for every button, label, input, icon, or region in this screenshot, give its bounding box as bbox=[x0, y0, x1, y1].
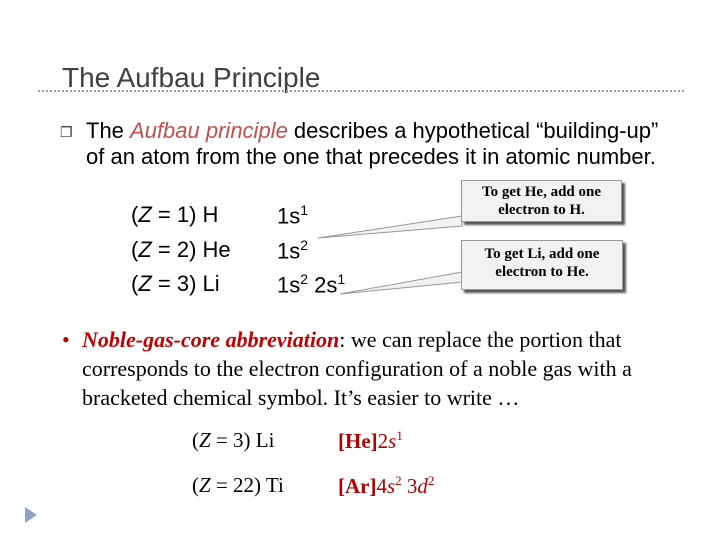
dot-bullet-icon: • bbox=[62, 327, 70, 352]
superscript: 2 bbox=[300, 237, 309, 253]
orbital: 2s bbox=[314, 272, 338, 298]
shell: 2 bbox=[377, 429, 389, 453]
orbital-letter: s bbox=[388, 429, 397, 453]
example-li-config bbox=[338, 428, 403, 454]
intro-post: describes a hypothetical “building-up” of an atom from the one that precedes it in atomic number. bbox=[86, 118, 659, 169]
superscript: 2 bbox=[300, 271, 309, 287]
superscript: 2 bbox=[395, 473, 402, 488]
orbital: 1s bbox=[277, 203, 301, 229]
row-h-eq: = 1) H bbox=[151, 202, 219, 227]
z-symbol: Z bbox=[138, 271, 152, 296]
shell: 4 bbox=[376, 474, 387, 498]
aufbau-term: Aufbau principle bbox=[130, 118, 288, 143]
slide-title: The Aufbau Principle bbox=[62, 62, 321, 93]
example-ti-label: (Z = 22) Ti bbox=[192, 473, 284, 497]
superscript: 1 bbox=[396, 428, 403, 443]
callout-he bbox=[461, 180, 622, 222]
noble-core: [Ar] bbox=[338, 474, 377, 498]
intro-pre: The bbox=[86, 118, 131, 143]
callout-li bbox=[461, 240, 623, 290]
noble-text: : we can replace the portion that corresponds to the electron configuration of a noble gas with a bracketed chemical symbol. It’s easier to write … bbox=[82, 327, 632, 410]
noble-term: Noble-gas-core abbreviation bbox=[82, 327, 340, 352]
orbital-letter: d bbox=[417, 474, 428, 498]
square-bullet-icon: ❒ bbox=[60, 124, 73, 140]
z-symbol: Z bbox=[138, 202, 152, 227]
row-h-label: (Z = 1) H bbox=[131, 202, 219, 227]
orbital-letter: s bbox=[386, 474, 396, 498]
row-he-label: (Z = 2) He bbox=[131, 237, 231, 262]
row-he-eq: = 2) He bbox=[151, 237, 231, 262]
superscript: 1 bbox=[337, 271, 346, 287]
noble-core: [He] bbox=[338, 429, 378, 453]
z-symbol: Z bbox=[199, 473, 211, 497]
orbital: 1s bbox=[277, 238, 301, 264]
superscript: 1 bbox=[300, 202, 309, 218]
slide-nav-arrow-icon[interactable] bbox=[24, 506, 38, 524]
noble-paragraph bbox=[82, 325, 692, 412]
example-li-eq: = 3) Li bbox=[210, 428, 275, 452]
callout-li-text: To get Li, add one electron to He. bbox=[484, 246, 600, 280]
row-li-eq: = 3) Li bbox=[151, 271, 220, 296]
example-li-label: (Z = 3) Li bbox=[192, 428, 275, 452]
row-li-label: (Z = 3) Li bbox=[131, 271, 220, 296]
z-symbol: Z bbox=[138, 237, 152, 262]
shell: 3 bbox=[406, 474, 418, 498]
superscript: 2 bbox=[427, 473, 435, 488]
example-ti-config bbox=[338, 473, 434, 499]
example-ti-eq: = 22) Ti bbox=[210, 473, 284, 497]
z-symbol: Z bbox=[199, 428, 211, 452]
orbital: 1s bbox=[277, 272, 301, 298]
callout-he-text: To get He, add one electron to H. bbox=[481, 184, 602, 218]
